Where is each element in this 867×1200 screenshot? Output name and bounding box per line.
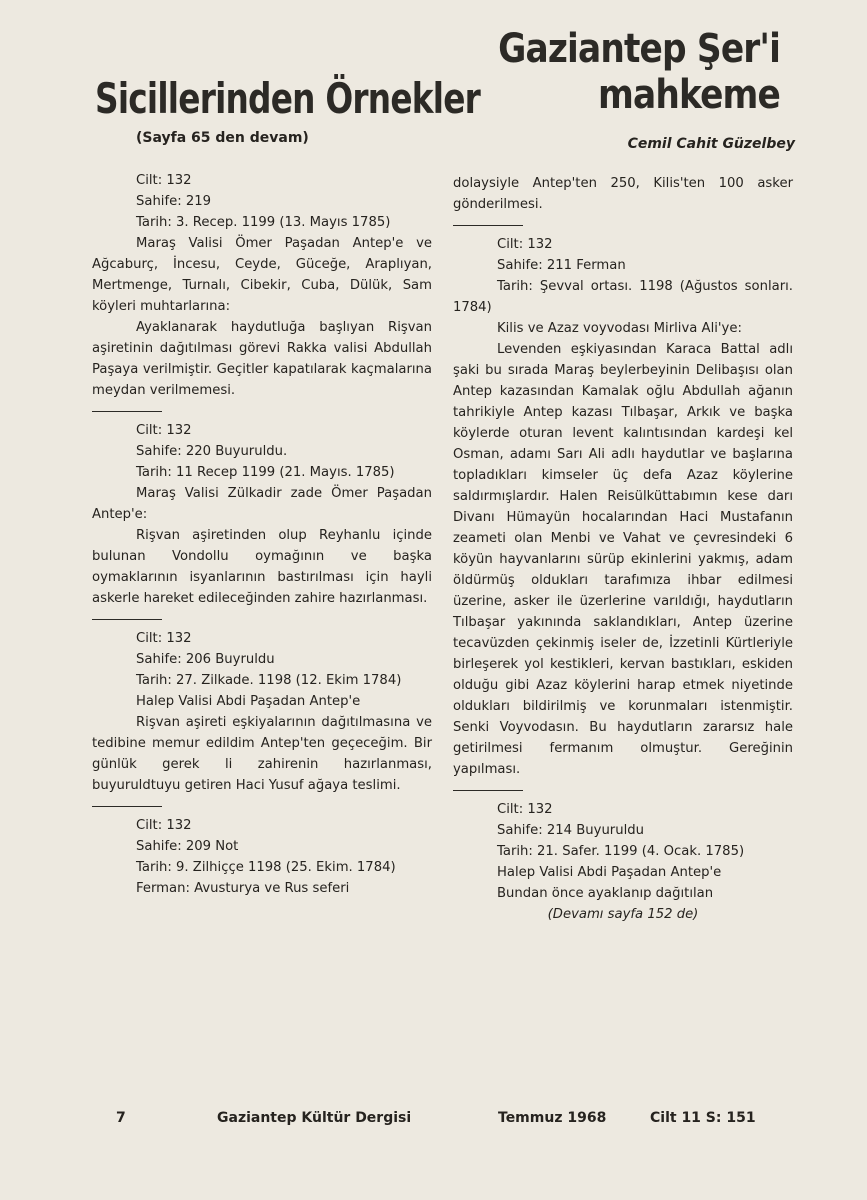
record-sahife: Sahife: 220 Buyuruldu. [136, 444, 288, 459]
continued-from-note: (Sayfa 65 den devam) [136, 130, 309, 146]
continuation-text: dolaysiyle Antep'ten 250, Kilis'ten 100 asker gönderilmesi. [453, 176, 793, 212]
record-1 [92, 170, 432, 401]
record-cilt: Cilt: 132 [136, 423, 192, 438]
record-body: Rişvan aşireti eşkiyalarının dağıtılmasına ve tedibine memur edildim Antep'ten geçeceğim. Bir günlük gerek li zahirenin hazırlanması, buyuruldtuyu getiren Haci Yusuf ağaya teslimi. [92, 715, 432, 793]
section-divider [92, 411, 162, 412]
record-addressee: Maraş Valisi Zülkadir zade Ömer Paşadan Antep'e: [92, 486, 432, 522]
journal-name: Gaziantep Kültür Dergisi [217, 1110, 412, 1126]
record-2 [92, 420, 432, 609]
record-sahife: Sahife: 209 Not [136, 839, 239, 854]
section-divider [92, 619, 162, 620]
record-body: Ayaklanarak haydutluğa başlıyan Rişvan aşiretinin dağıtılması görevi Rakka valisi Abdullah Paşaya verilmiştir. Geçitler kapatılarak kaçmalarına meydan verilmemesi. [92, 320, 432, 398]
record-cilt: Cilt: 132 [136, 818, 192, 833]
record-6 [453, 799, 793, 925]
record-3 [92, 628, 432, 796]
section-divider [453, 225, 523, 226]
record-sahife: Sahife: 206 Buyruldu [136, 652, 275, 667]
record-cilt: Cilt: 132 [136, 631, 192, 646]
right-column [453, 173, 793, 925]
record-4 [92, 815, 432, 899]
continued-note: (Devamı sayfa 152 de) [547, 907, 699, 922]
record-sahife: Sahife: 214 Buyuruldu [497, 823, 644, 838]
record-tarih: Tarih: Şevval ortası. 1198 (Ağustos sonları. 1784) [453, 279, 793, 315]
record-cilt: Cilt: 132 [497, 237, 553, 252]
record-5 [453, 234, 793, 780]
left-column [92, 170, 432, 899]
record-addressee: Halep Valisi Abdi Paşadan Antep'e [497, 865, 722, 880]
record-body: Rişvan aşiretinden olup Reyhanlu içinde bulunan Vondollu oymağının ve başka oymaklarının isyanlarının bastırılması için hayli askerle hareket edileceğinden zahire hazırlanması. [92, 528, 432, 606]
record-addressee: Kilis ve Azaz voyvodası Mirliva Ali'ye: [497, 321, 742, 336]
issue-info: Cilt 11 S: 151 [650, 1110, 756, 1126]
title-line-2: Sicillerinden Örnekler [95, 74, 481, 123]
record-addressee: Maraş Valisi Ömer Paşadan Antep'e ve Ağcaburç, İncesu, Ceyde, Güceğe, Araplıyan, Mertmenge, Turnalı, Cibekir, Cuba, Dülük, Sam köyleri muhtarlarına: [92, 236, 432, 314]
section-divider [453, 790, 523, 791]
record-sahife: Sahife: 219 [136, 194, 212, 209]
record-tarih: Tarih: 9. Zilhiççe 1198 (25. Ekim. 1784) [136, 860, 396, 875]
record-cilt: Cilt: 132 [136, 173, 192, 188]
record-body: Ferman: Avusturya ve Rus seferi [136, 881, 350, 896]
author-name: Cemil Cahit Güzelbey [627, 136, 795, 152]
record-cilt: Cilt: 132 [497, 802, 553, 817]
record-tarih: Tarih: 11 Recep 1199 (21. Mayıs. 1785) [136, 465, 395, 480]
issue-date: Temmuz 1968 [498, 1110, 607, 1126]
record-tarih: Tarih: 3. Recep. 1199 (13. Mayıs 1785) [136, 215, 391, 230]
record-body: Levenden eşkiyasından Karaca Battal adlı şaki bu sırada Maraş beylerbeyinin Delibaşısı olan Antep kazasından Kamalak oğlu Abdullah ağanın tahrikiyle Antep kazası Tılbaşar, Arkık ve başka köylerde oturan levent kalıntısından kardeşi kel Osman, adamı Sarı Ali adlı haydutlar ve başlarına topladıkları kimseler üç defa Azaz köylerine saldırmışlardır. Halen Reisülküttabımın kese darı Divanı Hümayün hocalarından Haci Mustafanın zeameti olan Menbi ve Vahat ve çevresindeki 6 köyün hayvanlarını sürüp ekinlerini yakmış, adam öldürmüş oldukları tarafımıza ihbar edilmesi üzerine, asker ile üzerlerine varıldığı, haydutların Tılbaşar yakınında saklandıkları, Antep üzerine tecavüzden çekinmiş iseler de, İzzetinli Kürtleriyle birleşerek yol kestikleri, kervan bastıkları, eskiden olduğu gibi Azaz köylerini harap etmek niyetinde oldukları bildirilmiş ve korunmaları istenmiştir. Senki Voyvodasın. Bu haydutların zararsız hale getirilmesi fermanım olmuştur. Gereğinin yapılması. [453, 342, 793, 777]
record-sahife: Sahife: 211 Ferman [497, 258, 626, 273]
record-addressee: Halep Valisi Abdi Paşadan Antep'e [136, 694, 361, 709]
page-number: 7 [116, 1110, 126, 1126]
record-body: Bundan önce ayaklanıp dağıtılan [497, 886, 714, 901]
record-tarih: Tarih: 21. Safer. 1199 (4. Ocak. 1785) [497, 844, 745, 859]
title-line-1: Gaziantep Şer'i mahkeme [498, 26, 780, 118]
record-tarih: Tarih: 27. Zilkade. 1198 (12. Ekim 1784) [136, 673, 402, 688]
section-divider [92, 806, 162, 807]
